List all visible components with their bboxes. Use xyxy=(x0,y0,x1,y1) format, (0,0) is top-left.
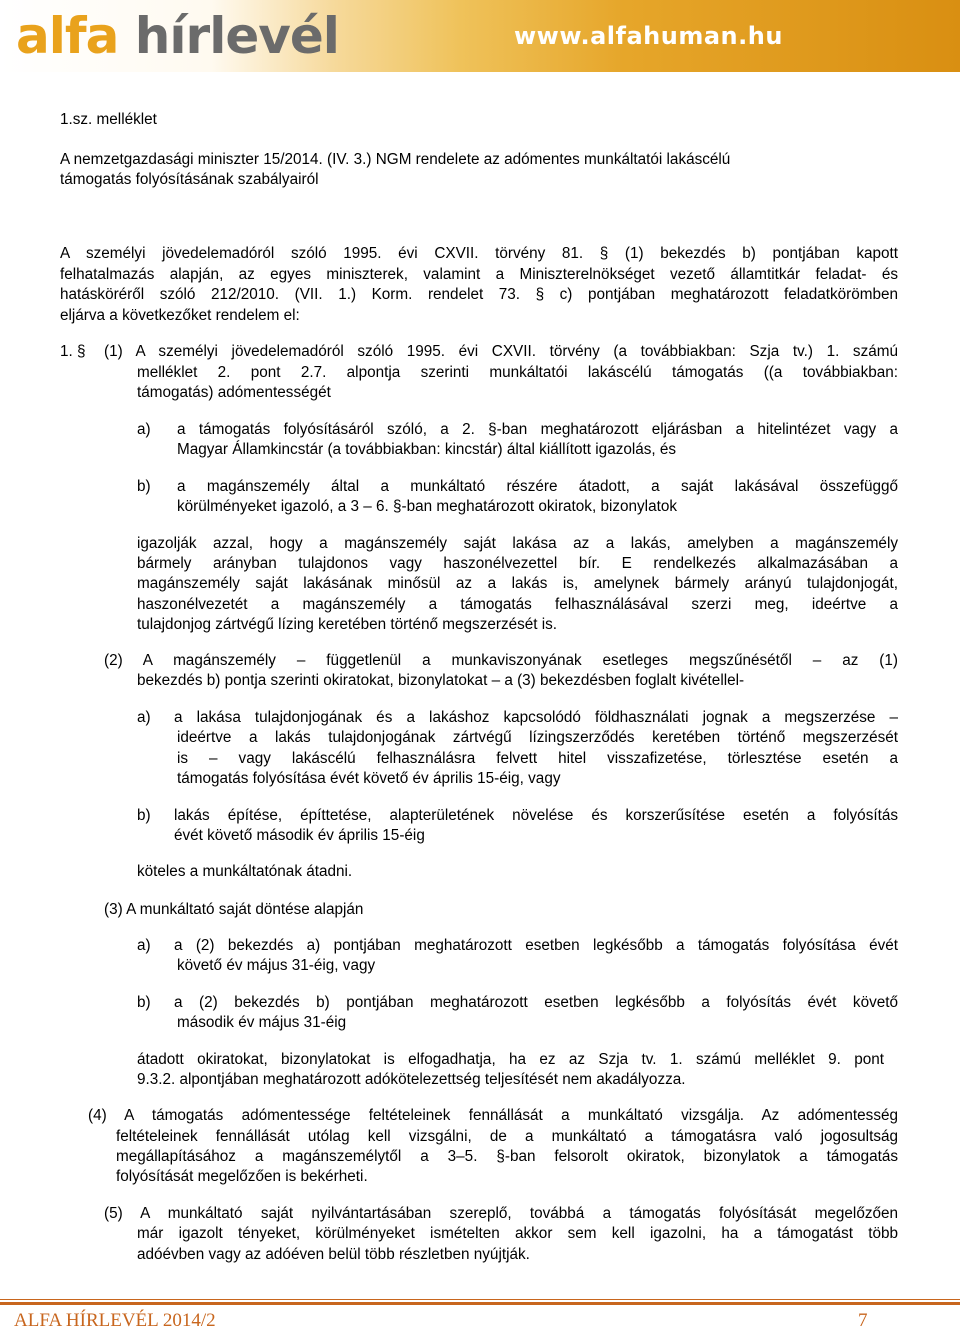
page-number: 7 xyxy=(858,1310,868,1331)
paragraph-3-item-b: második év május 31-éig xyxy=(177,1014,347,1031)
paragraph-2-item-a: ideértve a lakás tulajdonjogának zártvégű lízingszerződés keretében történő megszerzését xyxy=(177,729,898,746)
footer-divider xyxy=(0,1302,960,1305)
preamble-line: hatásköréről szóló 212/2010. (VII. 1.) Korm. rendelet 73. § c) pontjában meghatározott feladatkörömben xyxy=(60,286,898,303)
paragraph-2-item-b: évét követő második év április 15-éig xyxy=(174,827,425,844)
section-1-para-1: támogatás) adómentességét xyxy=(137,384,331,401)
paragraph-5: (5) A munkáltató saját nyilvántartásában szereplő, továbbá a támogatás folyósítását megelőzően xyxy=(104,1205,898,1222)
paragraph-4: folyósítását megelőzően is bekérheti. xyxy=(116,1168,368,1185)
list-label: a) xyxy=(137,421,151,438)
section-1-continuation: bármely arányban tulajdonos vagy haszonélvezettel bír. E rendelkezés alkalmazásában a xyxy=(137,555,898,572)
section-1-item-b: a magánszemély által a munkáltató részére átadott, a saját lakásával összefüggő xyxy=(177,478,898,495)
header-banner xyxy=(0,0,960,72)
section-1-item-b: körülményeket igazoló, a 3 – 6. §-ban meghatározott okiratok, bizonylatok xyxy=(177,498,677,515)
brand-word-hirlevel: hírlevél xyxy=(134,7,339,65)
section-1-continuation: magánszemély saját lakásának minősül az a lakás is, amelynek bármely arányú tulajdonjogát, xyxy=(137,575,898,592)
section-1-item-a: a támogatás folyósításáról szóló, a 2. §-ban meghatározott eljárásban a hitelintézet vagy a xyxy=(177,421,898,438)
paragraph-3-item-a: a (2) bekezdés a) pontjában meghatározott esetben legkésőbb a támogatás folyósítása évét xyxy=(174,937,898,954)
document-title-line-2: támogatás folyósításának szabályairól xyxy=(60,171,319,188)
paragraph-4: feltételeinek fennállását utólag kell vizsgálni, de a munkáltató a támogatásra való jogosultság xyxy=(116,1128,898,1145)
list-label: b) xyxy=(137,478,151,495)
paragraph-4: megállapításához a magánszemélytől a 3–5. §-ban felsorolt okiratok, bizonylatok a támogatás xyxy=(116,1148,898,1165)
preamble-line: eljárva a következőket rendelem el: xyxy=(60,307,300,324)
annex-label: 1.sz. melléklet xyxy=(60,111,157,128)
preamble-line: A személyi jövedelemadóról szóló 1995. évi CXVII. törvény 81. § (1) bekezdés b) pontjában kapott xyxy=(60,245,898,262)
list-label: b) xyxy=(137,994,151,1011)
section-number: 1. § xyxy=(60,343,86,360)
section-1-continuation: igazolják azzal, hogy a magánszemély saját lakása az a lakás, amelyben a magánszemély xyxy=(137,535,898,552)
section-1-item-a: Magyar Államkincstár (a továbbiakban: kincstár) által kiállított igazolás, és xyxy=(177,441,677,458)
footer-publication-title: ALFA HÍRLEVÉL 2014/2 xyxy=(14,1310,216,1331)
paragraph-3-head: (3) A munkáltató saját döntése alapján xyxy=(104,901,364,918)
brand-logo xyxy=(16,4,339,68)
section-1-para-1: (1) A személyi jövedelemadóról szóló 1995. évi CXVII. törvény (a továbbiakban: Szja tv.) 1. számú xyxy=(104,343,898,360)
paragraph-5: már igazolt tényeket, körülményeket ismételten akkor sem kell igazolni, ha a támogatást több xyxy=(137,1225,898,1242)
paragraph-2: bekezdés b) pontja szerinti okiratokat, bizonylatokat – a (3) bekezdésben foglalt kivétellel- xyxy=(137,672,745,689)
footer-divider xyxy=(0,1299,960,1300)
list-label: a) xyxy=(137,937,151,954)
website-url[interactable]: www.alfahuman.hu xyxy=(514,22,783,50)
document-title-line-1: A nemzetgazdasági miniszter 15/2014. (IV. 3.) NGM rendelete az adómentes munkáltatói lakáscélú xyxy=(60,151,731,168)
list-label: a) xyxy=(137,709,151,726)
paragraph-5: adóévben vagy az adóéven belül több részletben nyújtják. xyxy=(137,1246,530,1263)
paragraph-2-tail: köteles a munkáltatónak átadni. xyxy=(137,863,353,880)
list-label: b) xyxy=(137,807,151,824)
paragraph-2-item-a: is – vagy lakáscélú felhasználásra felvett hitel visszafizetése, törlesztése esetén a xyxy=(177,750,898,767)
paragraph-4: (4) A támogatás adómentessége feltételeinek fennállását a munkáltató vizsgálja. Az adómentesség xyxy=(88,1107,898,1124)
preamble-line: felhatalmazás alapján, az egyes miniszterek, valamint a Miniszterelnökséget vezető államtitkár feladat- és xyxy=(60,266,898,283)
section-1-continuation: haszonélvezetét a magánszemély a támogatás felhasználásával szerzi meg, ideértve a xyxy=(137,596,898,613)
brand-word-alfa: alfa xyxy=(16,7,119,65)
paragraph-3-tail: átadott okiratokat, bizonylatokat is elfogadhatja, ha ez az Szja tv. 1. számú melléklet 9. pont xyxy=(137,1051,884,1068)
section-1-para-1: melléklet 2. pont 2.7. alpontja szerinti munkáltatói lakáscélú támogatás ((a továbbiakban: xyxy=(137,364,898,381)
section-1-continuation: tulajdonjog zártvégű lízing keretében történő megszerzését is. xyxy=(137,616,558,633)
paragraph-2-item-a: támogatás folyósítása évét követő év április 15-éig, vagy xyxy=(177,770,561,787)
paragraph-2-item-a: a lakása tulajdonjogának és a lakáshoz kapcsolódó földhasználati jognak a megszerzése – xyxy=(174,709,898,726)
paragraph-2: (2) A magánszemély – függetlenül a munkaviszonyának esetleges megszűnésétől – az (1) xyxy=(104,652,898,669)
paragraph-3-tail: 9.3.2. alpontjában meghatározott adókötelezettség teljesítését nem akadályozza. xyxy=(137,1071,686,1088)
paragraph-3-item-b: a (2) bekezdés b) pontjában meghatározott esetben legkésőbb a folyósítás évét követő xyxy=(174,994,898,1011)
paragraph-2-item-b: lakás építése, építtetése, alapterületének növelése és korszerűsítése esetén a folyósítás xyxy=(174,807,898,824)
paragraph-3-item-a: követő év május 31-éig, vagy xyxy=(177,957,376,974)
